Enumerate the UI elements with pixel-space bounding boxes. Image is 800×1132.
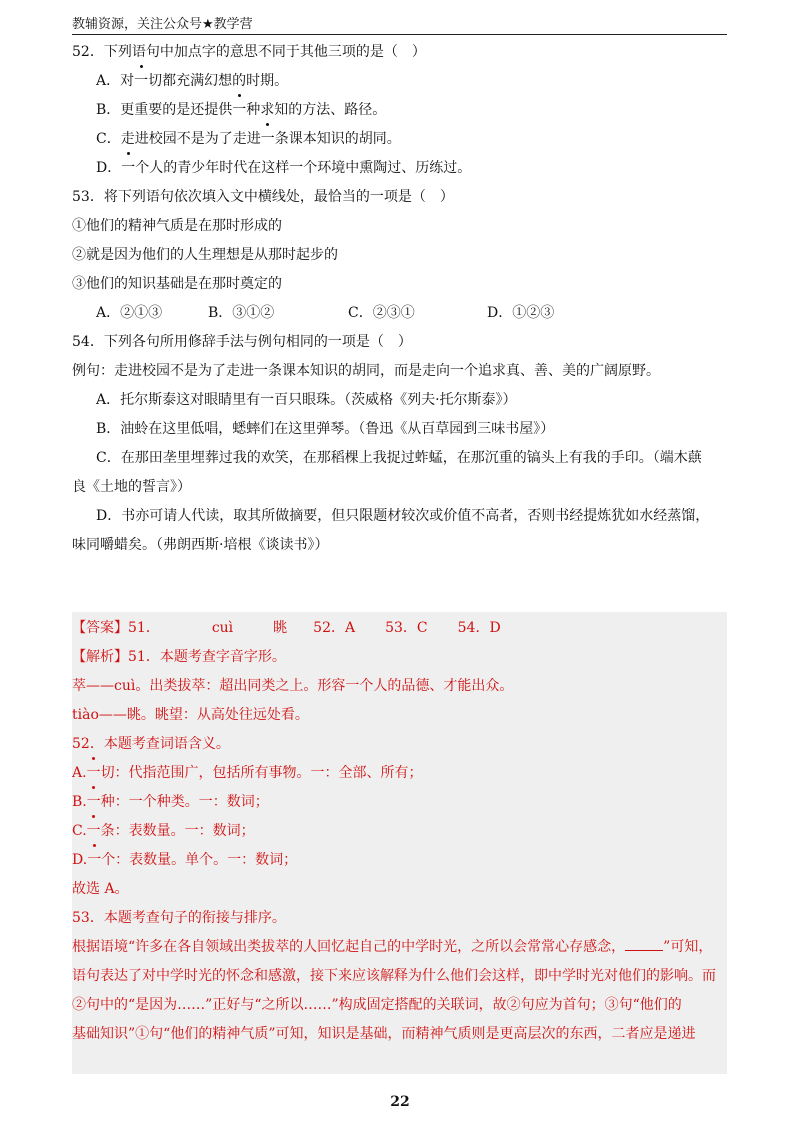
analysis-line-6: C.一条：表数量。一：数词；	[72, 817, 727, 846]
analysis-label: 【解析】51．本题考查字音字形。	[72, 649, 286, 665]
analysis-line-3: 52．本题考查词语含义。	[72, 736, 230, 752]
analysis-paragraph-3: ②句中的“是因为……”正好与“之所以……”构成固定搭配的关联词，故②句应为首句；③句“他们的	[72, 997, 682, 1013]
answer-section	[72, 612, 727, 1074]
analysis-line-7: D.一个：表数量。单个。一：数词；	[72, 846, 727, 875]
analysis-paragraph-2: 语句表达了对中学时光的怀念和感激，接下来应该解释为什么他们会这样，即中学时光对他们的影响。而	[72, 968, 716, 984]
q53-sentence-2: ②就是因为他们的人生理想是从那时起步的	[72, 247, 338, 263]
q54-example: 例句：走进校园不是为了走进一条课本知识的胡同，而是走向一个追求真、善、美的广阔原野。	[72, 363, 660, 379]
analysis-paragraph-4: 基础知识”①句“他们的精神气质”可知，知识是基础，而精神气质则是更高层次的东西，二者应是递进	[72, 1026, 696, 1042]
q53-sentence-3: ③他们的知识基础是在那时奠定的	[72, 276, 282, 292]
question-block	[72, 38, 727, 560]
page-number: 22	[390, 1094, 410, 1110]
analysis-paragraph-1: 根据语境“许多在各自领域出类拔萃的人回忆起自己的中学时光，之所以会常常心存感念， ”可知，	[72, 939, 713, 955]
analysis-line-4: A.一切：代指范围广，包括所有事物。一：全部、所有；	[72, 759, 727, 788]
q53-stem: 53．将下列语句依次填入文中横线处，最恰当的一项是（ ）	[72, 189, 454, 205]
q52-stem: 52．下列语句中加点字的意思不同于其他三项的是（ ）	[72, 44, 426, 60]
q53-options	[72, 299, 727, 328]
q53-sentence-1: ①他们的精神气质是在那时形成的	[72, 218, 282, 234]
analysis-line-8: 故选 A。	[72, 881, 129, 897]
analysis-line-1: 萃——cuì。出类拔萃：超出同类之上。形容一个人的品德、才能出众。	[72, 678, 514, 694]
q53-option-a: A．②①③	[96, 305, 163, 321]
q54-option-c-cont: 良《土地的誓言》）	[72, 479, 191, 495]
page-header: 教辅资源，关注公众号★教学营	[72, 16, 727, 35]
q54-option-c: C．在那田垄里埋葬过我的欢笑，在那稻棵上我捉过蚱蜢，在那沉重的镐头上有我的手印。（端木蕻	[96, 450, 702, 466]
q54-option-d-cont: 味同嚼蜡矣。（弗朗西斯·培根《谈读书》）	[72, 537, 329, 553]
q53-option-b: B．③①②	[208, 305, 275, 321]
q53-option-d: D．①②③	[487, 305, 555, 321]
q52-option-c: C．走进校园不是为了走进一条课本知识的胡同。	[72, 125, 727, 154]
analysis-line-5: B.一种：一个种类。一：数词；	[72, 788, 727, 817]
q53-option-c: C．②③①	[348, 305, 415, 321]
fill-blank	[625, 938, 663, 951]
q52-option-d: D．一个人的青少年时代在这样一个环境中熏陶过、历练过。	[72, 154, 727, 183]
q52-option-b: B．更重要的是还提供一种求知的方法、路径。	[72, 96, 727, 125]
analysis-line-2: tiào——眺。眺望：从高处往远处看。	[72, 707, 309, 723]
q52-option-a: A．对一切都充满幻想的时期。	[72, 67, 727, 96]
q54-option-a: A．托尔斯泰这对眼睛里有一百只眼珠。（茨威格《列夫·托尔斯泰》）	[96, 392, 517, 408]
q54-option-d: D．书亦可请人代读，取其所做摘要，但只限题材较次或价值不高者，否则书经提炼犹如水经蒸馏，	[96, 508, 710, 524]
q54-stem: 54．下列各句所用修辞手法与例句相同的一项是（ ）	[72, 334, 412, 350]
answer-line: 【答案】51． cuì 眺 52．A 53．C 54．D	[72, 620, 501, 636]
analysis-line-9: 53．本题考查句子的衔接与排序。	[72, 910, 286, 926]
q54-option-b: B．油蛉在这里低唱，蟋蟀们在这里弹琴。（鲁迅《从百草园到三味书屋》）	[96, 421, 555, 437]
